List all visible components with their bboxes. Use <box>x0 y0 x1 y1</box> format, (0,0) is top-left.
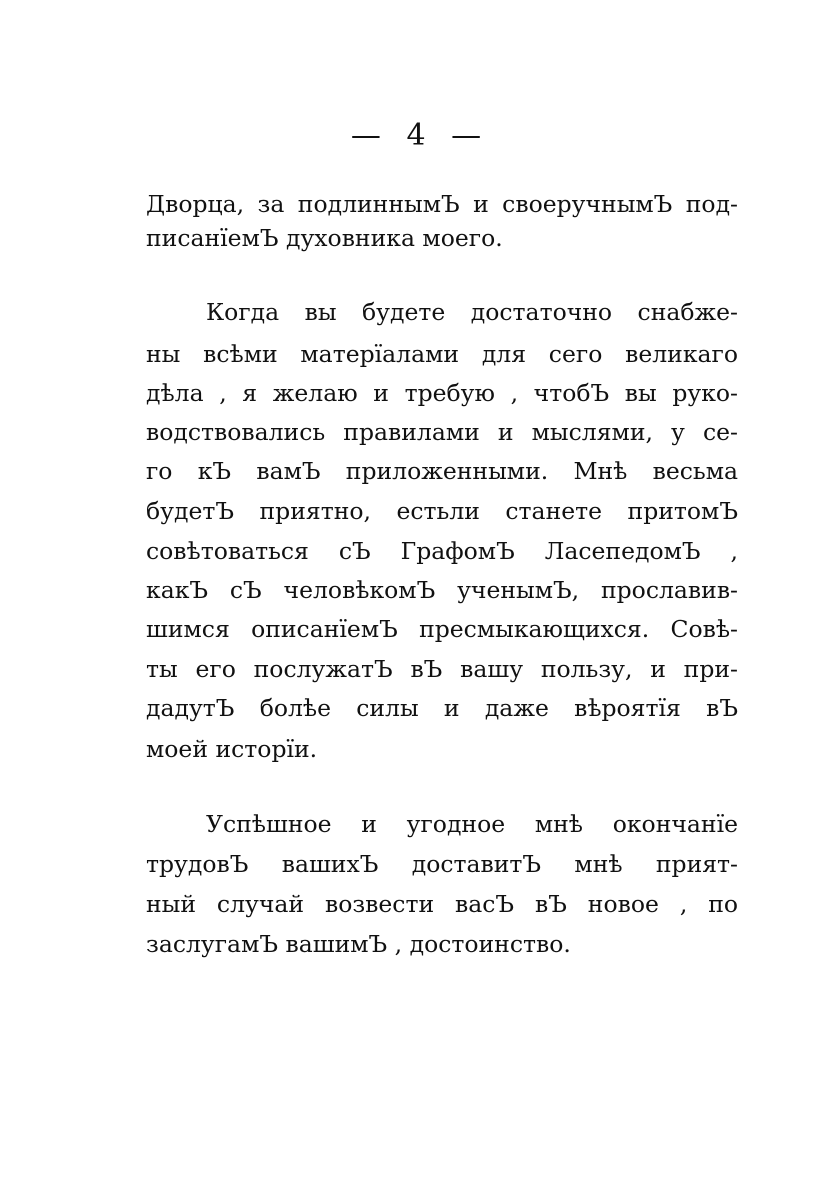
text-line: моей исторïи. <box>146 735 318 763</box>
page-number: — 4 — <box>350 118 490 153</box>
text-line: будетЪ приятно, естьли станете притомЪ <box>146 497 738 525</box>
text-line: шимся описанïемЪ пресмыкающихся. Совѣ- <box>146 615 738 643</box>
text-line: го кЪ вамЪ приложенными. Мнѣ весьма <box>146 457 738 485</box>
text-line: Дворца, за подлиннымЪ и своеручнымЪ под- <box>146 190 738 218</box>
text-line: дѣла , я желаю и требую , чтобЪ вы руко- <box>146 379 738 407</box>
text-line: дадутЪ болѣе силы и даже вѣроятïя вЪ <box>146 694 738 722</box>
text-line: водствовались правилами и мыслями, у се- <box>146 418 738 446</box>
text-line: ты его послужатЪ вЪ вашу пользу, и при- <box>146 655 738 683</box>
text-line: какЪ сЪ человѣкомЪ ученымЪ, прославив- <box>146 576 738 604</box>
text-line: ный случай возвести васЪ вЪ новое , по <box>146 890 738 918</box>
text-line: Когда вы будете достаточно снабже- <box>206 298 738 326</box>
text-line: заслугамЪ вашимЪ , достоинство. <box>146 930 571 958</box>
text-line: писанïемЪ духовника моего. <box>146 224 503 252</box>
text-line: совѣтоваться сЪ ГрафомЪ ЛасепедомЪ , <box>146 537 738 565</box>
text-line: Успѣшное и угодное мнѣ окончанïе <box>206 810 738 838</box>
text-line: ны всѣми матерïалами для сего великаго <box>146 340 738 368</box>
text-line: трудовЪ вашихЪ доставитЪ мнѣ прият- <box>146 850 738 878</box>
